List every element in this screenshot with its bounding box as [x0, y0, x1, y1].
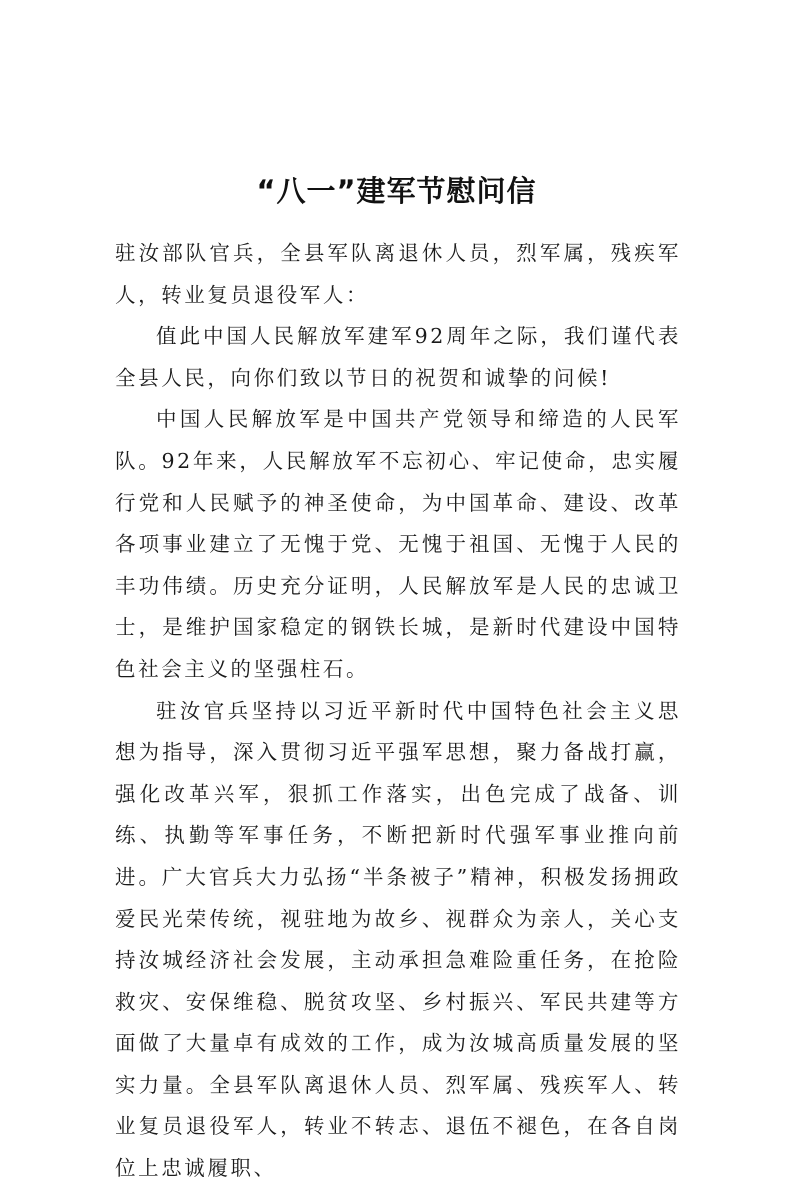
salutation: 驻汝部队官兵，全县军队离退休人员，烈军属，残疾军人，转业复员退役军人： [115, 241, 681, 307]
paragraph-local-troops: 驻汝官兵坚持以习近平新时代中国特色社会主义思想为指导，深入贯彻习近平强军思想，聚力备战打赢，强化改革兴军，狠抓工作落实，出色完成了战备、训练、执勤等军事任务，不断把新时代强军事业推向前进。广大官兵大力弘扬“半条被子”精神，积极发扬拥政爱民光荣传统，视驻地为故乡、视群众为亲人，关心支持汝城经济社会发展，主动承担急难险重任务，在抢险救灾、安保维稳、脱贫攻坚、乡村振兴、军民共建等方面做了大量卓有成效的工作，成为汝城高质量发展的坚实力量。全县军队离退休人员、烈军属、残疾军人、转业复员退役军人，转业不转志、退伍不褪色，在各自岗位上忠诚履职、 [115, 698, 681, 1181]
document-body [115, 233, 681, 1190]
paragraph-greeting: 值此中国人民解放军建军92周年之际，我们谨代表全县人民，向你们致以节日的祝贺和诚挚的问候! [115, 324, 681, 390]
document-title: “八一”建军节慰问信 [256, 174, 537, 209]
paragraph-pla-history: 中国人民解放军是中国共产党领导和缔造的人民军队。92年来，人民解放军不忘初心、牢记使命，忠实履行党和人民赋予的神圣使命，为中国革命、建设、改革各项事业建立了无愧于党、无愧于祖国、无愧于人民的丰功伟绩。历史充分证明，人民解放军是人民的忠诚卫士，是维护国家稳定的钢铁长城，是新时代建设中国特色社会主义的坚强柱石。 [115, 407, 681, 681]
